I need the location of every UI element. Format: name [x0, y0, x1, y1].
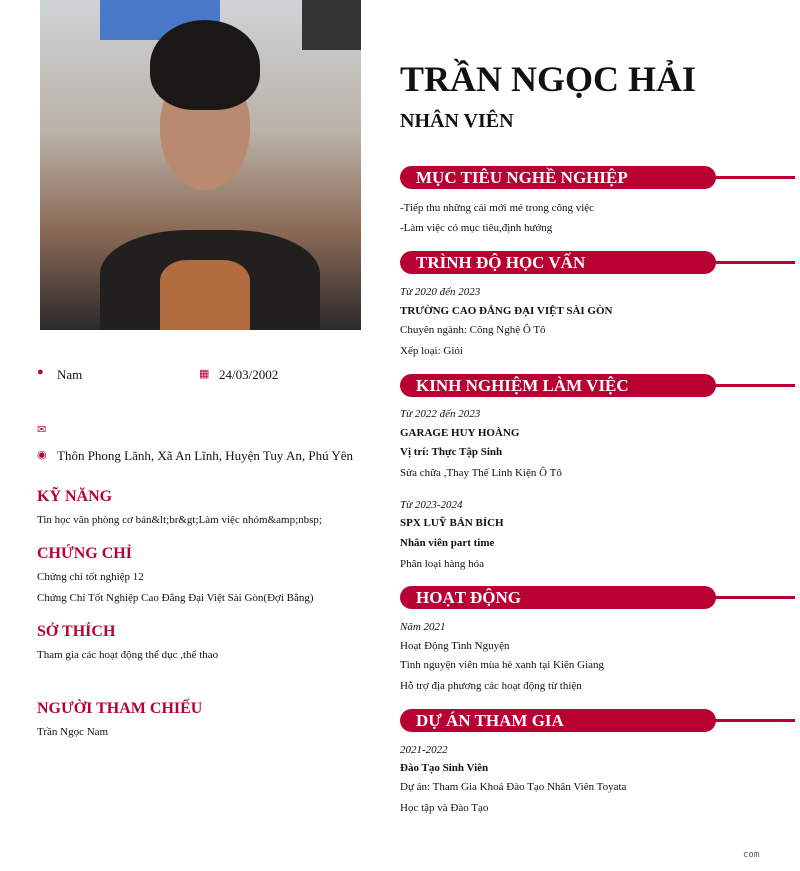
full-name: TRẦN NGỌC HẢI: [400, 59, 697, 99]
job-position: Vị trí: Thực Tập Sinh: [400, 446, 503, 458]
project-name: Đào Tạo Sinh Viên: [400, 762, 489, 774]
section-projects: [400, 709, 795, 732]
footer-watermark: com: [743, 850, 760, 860]
objective-item: -Làm việc có mục tiêu,định hướng: [400, 222, 553, 234]
job-period: Từ 2022 đến 2023: [400, 408, 481, 420]
section-objective: [400, 166, 795, 189]
project-item: Dự án: Tham Gia Khoá Đào Tạo Nhân Viên Toyata: [400, 781, 627, 793]
project-period: 2021-2022: [400, 744, 448, 756]
certificate-item: Chứng chỉ tốt nghiệp 12: [37, 571, 144, 583]
calendar-icon: ▦: [199, 368, 210, 380]
hobby-item: Tham gia các hoạt động thể dục ,thể thao: [37, 649, 219, 661]
skill-item: Tin học văn phòng cơ bản&lt;br&gt;Làm việc nhóm&amp;nbsp;: [37, 514, 322, 526]
section-education: [400, 251, 795, 274]
section-activities: [400, 586, 795, 609]
profile-photo: [40, 0, 361, 330]
activity-period: Năm 2021: [400, 621, 446, 633]
education-grade: Xếp loại: Giỏi: [400, 345, 463, 357]
section-title: HOẠT ĐỘNG: [400, 586, 716, 609]
objective-item: -Tiếp thu những cái mới mẻ trong công việc: [400, 202, 595, 214]
certificates-heading: CHỨNG CHỈ: [37, 545, 132, 562]
job-position: Nhân viên part time: [400, 537, 495, 549]
education-school: TRƯỜNG CAO ĐẲNG ĐẠI VIỆT SÀI GÒN: [400, 305, 613, 317]
job-title: NHÂN VIÊN: [400, 110, 514, 132]
certificate-item: Chứng Chỉ Tốt Nghiệp Cao Đẳng Đại Việt Sài Gòn(Đợi Bằng): [37, 592, 314, 604]
job-company: SPX LUỸ BÁN BÍCH: [400, 517, 504, 529]
address: Thôn Phong Lãnh, Xã An Lĩnh, Huyện Tuy An, Phú Yên: [57, 448, 353, 463]
section-title: DỰ ÁN THAM GIA: [400, 709, 716, 732]
skills-heading: KỸ NĂNG: [37, 488, 113, 505]
gender: Nam: [57, 367, 83, 382]
job-period: Từ 2023-2024: [400, 499, 463, 511]
education-period: Từ 2020 đến 2023: [400, 286, 481, 298]
job-company: GARAGE HUY HOÀNG: [400, 427, 520, 439]
job-description: Phân loại hàng hóa: [400, 558, 485, 570]
location-pin-icon: ◉: [37, 449, 47, 461]
section-experience: [400, 374, 795, 397]
user-icon: ●: [37, 366, 44, 378]
activity-name: Hoạt Động Tình Nguyện: [400, 640, 510, 652]
section-title: TRÌNH ĐỘ HỌC VẤN: [400, 251, 716, 274]
section-title: MỤC TIÊU NGHỀ NGHIỆP: [400, 166, 716, 189]
birthdate: 24/03/2002: [219, 367, 279, 382]
section-title: KINH NGHIỆM LÀM VIỆC: [400, 374, 716, 397]
reference-item: Trần Ngọc Nam: [37, 726, 109, 738]
hobbies-heading: SỞ THÍCH: [37, 623, 116, 640]
project-item: Học tập và Đào Tạo: [400, 802, 489, 814]
education-major: Chuyên ngành: Công Nghệ Ô Tô: [400, 324, 546, 336]
activity-item: Hỗ trợ địa phương các hoạt động từ thiện: [400, 680, 582, 692]
job-description: Sửa chữa ,Thay Thế Linh Kiện Ô Tô: [400, 467, 562, 479]
references-heading: NGƯỜI THAM CHIẾU: [37, 700, 203, 717]
email-icon: ✉: [37, 424, 47, 436]
activity-item: Tình nguyện viên mùa hè xanh tại Kiên Giang: [400, 659, 605, 671]
